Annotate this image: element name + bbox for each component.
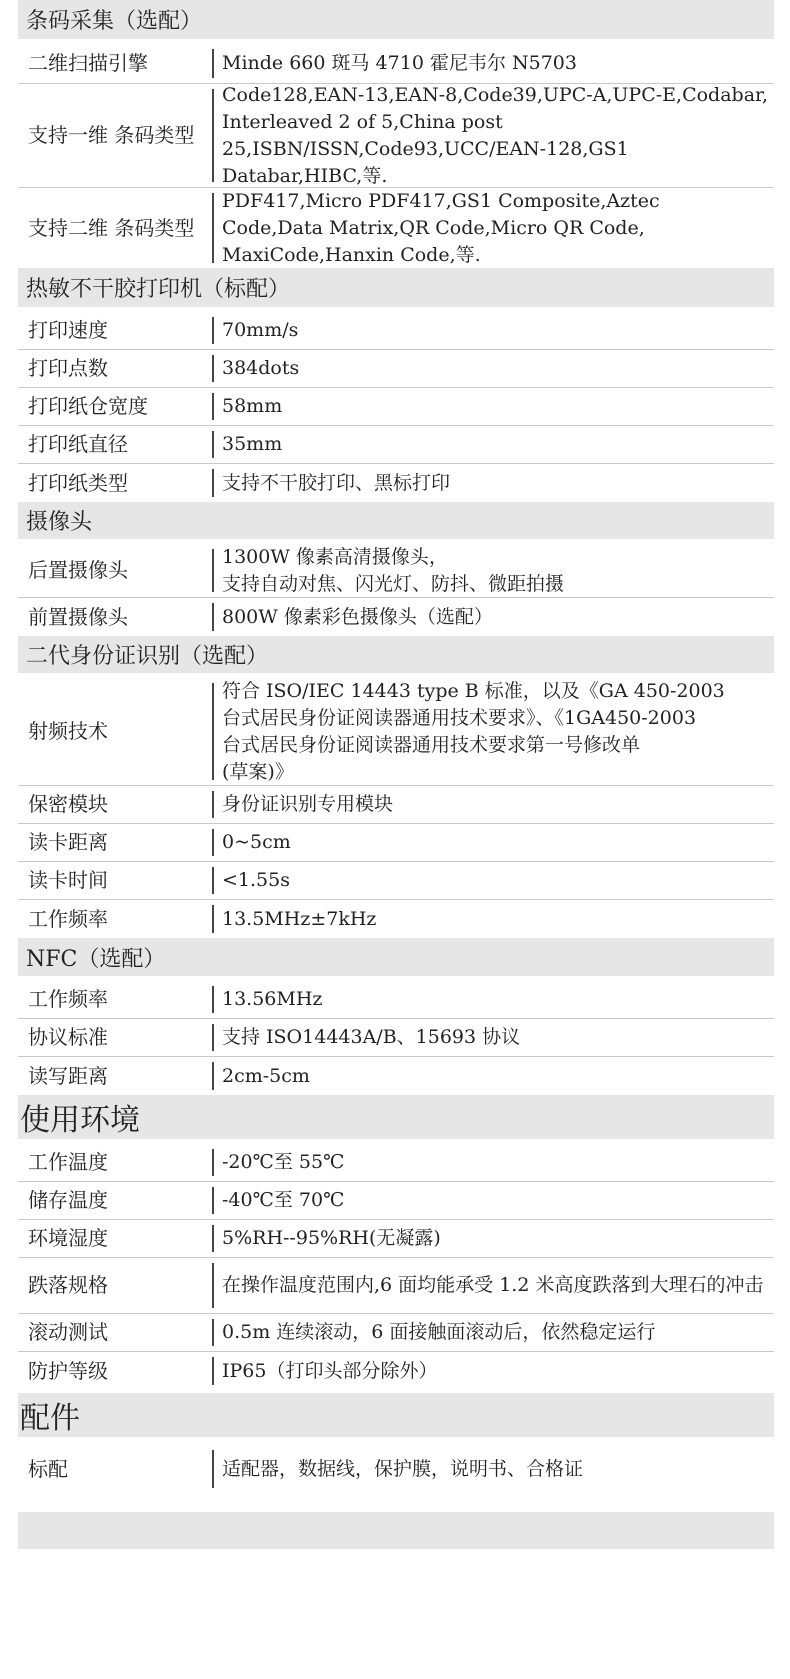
spec-row-paper-type [18, 464, 774, 502]
spec-label: 跌落规格 [28, 1273, 108, 1297]
spec-label: 打印纸直径 [28, 432, 128, 456]
spec-value: 5%RH--95%RH(无凝露) [222, 1227, 441, 1249]
spec-value: 0~5cm [222, 831, 291, 853]
spec-row-rf-tech [18, 678, 774, 786]
spec-value: 13.56MHz [222, 988, 323, 1010]
spec-value: PDF417,Micro PDF417,GS1 Composite,Aztec Code,Data Matrix,QR Code,Micro QR Code, MaxiCode,Hanxin Code,等. [222, 189, 660, 266]
spec-row-standard-accessories [18, 1445, 774, 1493]
spec-row-2d-types [18, 188, 774, 268]
section-header-idcard: 二代身份证识别（选配） [18, 636, 774, 673]
spec-label: 防护等级 [28, 1358, 108, 1383]
spec-label: 读卡距离 [28, 830, 108, 854]
spec-label: 工作频率 [28, 906, 108, 931]
spec-value: 支持 ISO14443A/B、15693 协议 [222, 1026, 521, 1048]
spec-value: -20℃至 55℃ [222, 1151, 345, 1173]
spec-row-rear-camera [18, 544, 774, 598]
spec-row-2d-engine [18, 44, 774, 84]
spec-row-front-camera [18, 598, 774, 636]
spec-label: 环境湿度 [28, 1226, 108, 1250]
spec-value: 58mm [222, 395, 283, 417]
spec-row-nfc-distance [18, 1057, 774, 1095]
spec-row-1d-types [18, 84, 774, 188]
spec-value: 身份证识别专用模块 [222, 793, 394, 815]
spec-label: 支持一维 条码类型 [28, 123, 195, 147]
spec-label: 后置摄像头 [28, 558, 128, 582]
spec-value: 800W 像素彩色摄像头（选配） [222, 605, 493, 628]
spec-row-read-distance [18, 824, 774, 862]
spec-row-ip-rating [18, 1352, 774, 1390]
spec-value: 1300W 像素高清摄像头， 支持自动对焦、闪光灯、防抖、微距拍摄 [222, 545, 565, 595]
spec-label: 保密模块 [28, 792, 108, 816]
spec-value: Code128,EAN-13,EAN-8,Code39,UPC-A,UPC-E,Codabar,Interleaved 2 of 5,China post 25,ISBN/ISSN,Code93,UCC/EAN-128,GS1 Databar,HIBC,等. [222, 83, 769, 187]
spec-label: 工作频率 [28, 987, 108, 1011]
spec-row-paper-diameter [18, 426, 774, 464]
spec-label: 二维扫描引擎 [28, 51, 148, 75]
spec-value: 35mm [222, 433, 283, 455]
spec-label: 打印速度 [28, 318, 108, 342]
spec-row-id-frequency [18, 900, 774, 938]
spec-value: 13.5MHz±7kHz [222, 907, 377, 930]
spec-sheet [18, 0, 774, 1549]
spec-value: 支持不干胶打印、黑标打印 [222, 471, 451, 494]
spec-row-nfc-protocol [18, 1019, 774, 1057]
spec-row-paper-width [18, 388, 774, 426]
spec-label: 打印点数 [28, 356, 108, 380]
spec-value: 70mm/s [222, 319, 299, 341]
spec-value: 在操作温度范围内,6 面均能承受 1.2 米高度跌落到大理石的冲击 [222, 1274, 764, 1296]
spec-value: <1.55s [222, 869, 290, 891]
section-header-nfc: NFC（选配） [18, 938, 774, 976]
spec-row-print-dots [18, 350, 774, 388]
spec-label: 协议标准 [28, 1025, 108, 1049]
spec-row-tumble-test [18, 1314, 774, 1352]
spec-label: 射频技术 [28, 719, 108, 743]
spec-label: 滚动测试 [28, 1320, 108, 1344]
spec-label: 标配 [28, 1456, 68, 1481]
spec-label: 打印纸类型 [28, 470, 128, 495]
spec-label: 前置摄像头 [28, 604, 128, 629]
spec-label: 储存温度 [28, 1188, 108, 1212]
spec-row-secure-module [18, 786, 774, 824]
footer-bar [18, 1512, 774, 1549]
spec-label: 支持二维 条码类型 [28, 215, 195, 240]
spec-row-read-time [18, 862, 774, 900]
spec-value: 2cm-5cm [222, 1064, 310, 1087]
section-header-camera: 摄像头 [18, 502, 774, 539]
spec-row-storage-temp [18, 1182, 774, 1220]
spec-row-humidity [18, 1220, 774, 1258]
spec-value: 适配器，数据线，保护膜，说明书、合格证 [222, 1457, 584, 1480]
spec-label: 工作温度 [28, 1150, 108, 1174]
spec-row-work-temp [18, 1144, 774, 1182]
spec-value: -40℃至 70℃ [222, 1189, 345, 1211]
spec-row-drop-spec [18, 1258, 774, 1314]
section-header-environment: 使用环境 [18, 1095, 774, 1139]
spec-value: IP65（打印头部分除外） [222, 1359, 438, 1382]
section-header-printer: 热敏不干胶打印机（标配） [18, 268, 774, 307]
spec-value: 384dots [222, 357, 300, 379]
spec-label: 读卡时间 [28, 868, 108, 892]
section-header-barcode: 条码采集（选配） [18, 0, 774, 39]
spec-row-print-speed [18, 312, 774, 350]
spec-value: 0.5m 连续滚动，6 面接触面滚动后，依然稳定运行 [222, 1321, 656, 1343]
spec-value: 符合 ISO/IEC 14443 type B 标准，以及《GA 450-2003 台式居民身份证阅读器通用技术要求》、《1GA450-2003 台式居民身份证阅读器通用技术要求第一号修改单 (草案)》 [222, 679, 725, 783]
spec-label: 读写距离 [28, 1063, 108, 1088]
section-header-accessories: 配件 [18, 1393, 774, 1437]
spec-label: 打印纸仓宽度 [28, 394, 148, 418]
spec-value: Minde 660 斑马 4710 霍尼韦尔 N5703 [222, 52, 577, 74]
spec-row-nfc-frequency [18, 981, 774, 1019]
